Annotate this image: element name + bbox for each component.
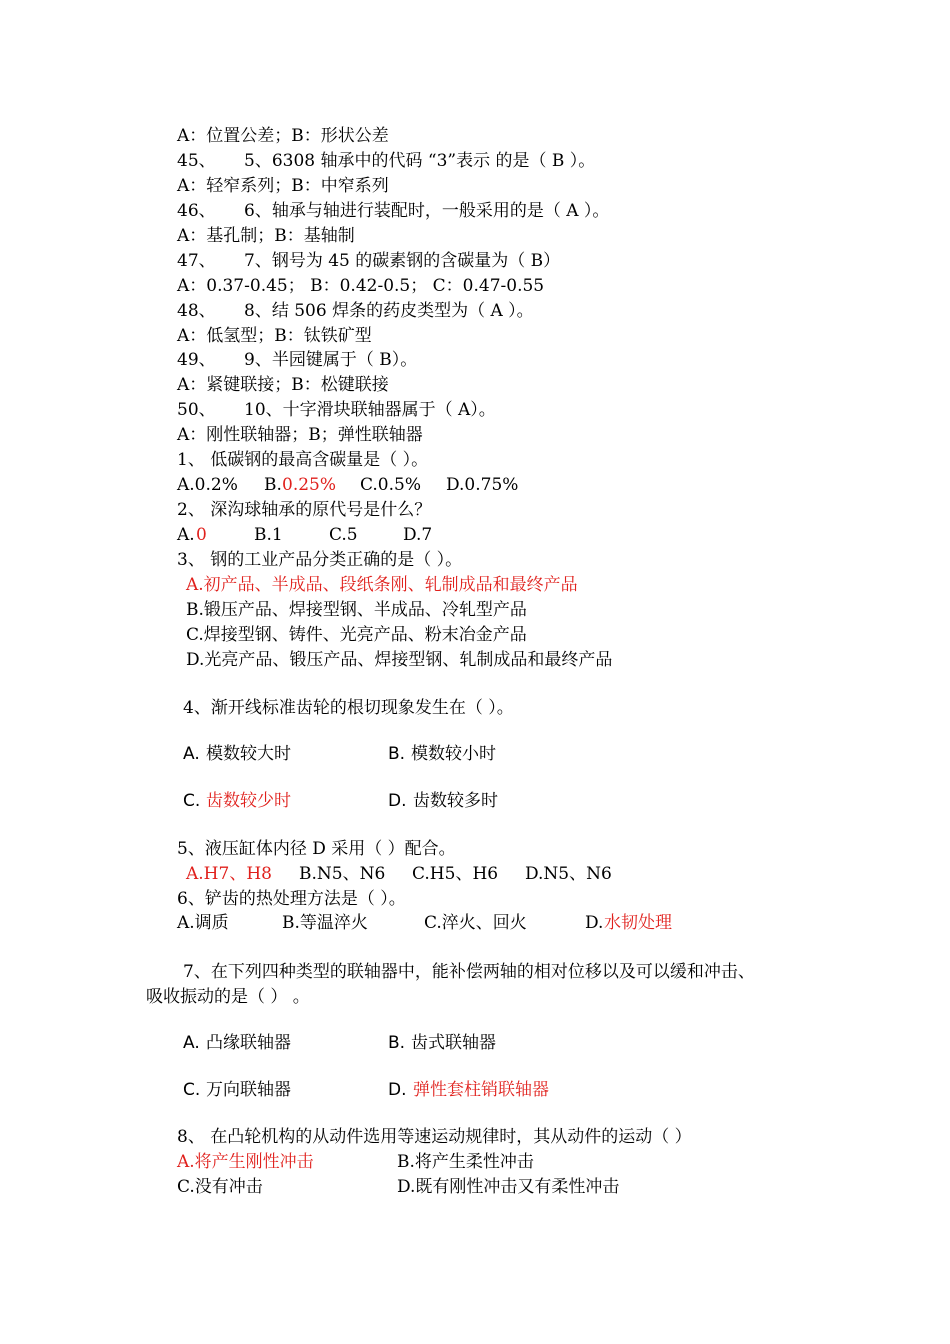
text-segment: 齿数较多时 [413,791,498,811]
text-segment: A：低氢型；B：钛铁矿型 [177,326,372,346]
text-line [0,573,950,598]
text-segment: D.0.75% [446,475,519,495]
answer-text: 齿数较少时 [206,791,291,811]
text-segment: A. [177,525,195,545]
text-line [0,373,950,398]
text-segment: C.焊接型钢、铸件、光亮产品、粉末冶金产品 [186,625,527,645]
text-segment: B.等温淬火 [282,913,368,933]
text-line [0,299,950,324]
text-segment: C. [183,791,201,811]
text-segment: B. [264,475,282,495]
text-segment: 3、 钢的工业产品分类正确的是（ ）。 [177,550,463,570]
text-segment: D.光亮产品、锻压产品、焊接型钢、轧制成品和最终产品 [186,650,613,670]
text-segment: 9、半园键属于（ B）。 [244,350,418,370]
text-segment: 2、 深沟球轴承的原代号是什么？ [177,500,432,520]
text-segment: 万向联轴器 [206,1080,291,1100]
answer-text: 弹性套柱销联轴器 [413,1080,549,1100]
text-segment: D. [388,791,407,811]
text-segment: C.H5、H6 [412,864,499,884]
text-line [0,648,950,673]
text-segment: B. [388,1033,406,1053]
text-line [0,960,950,985]
text-line [0,523,950,548]
text-segment: 48、 [177,301,216,321]
answer-text: A.初产品、半成品、段纸条刚、轧制成品和最终产品 [186,575,578,595]
text-segment: 5、6308 轴承中的代码 “3”表示 的是（ B ）。 [244,151,596,171]
text-segment: A：紧键联接；B：松键联接 [177,375,389,395]
text-segment: D. [585,913,604,933]
text-segment: 45、 [177,151,216,171]
text-line [0,324,950,349]
text-line [0,1078,950,1103]
text-segment: A：位置公差；B：形状公差 [177,126,389,146]
text-segment: B. [388,744,406,764]
text-line [0,249,950,274]
text-segment: 10、十字滑块联轴器属于（ A）。 [244,400,496,420]
text-segment: D.既有刚性冲击又有柔性冲击 [397,1177,620,1197]
text-line [0,598,950,623]
text-line [0,887,950,912]
text-segment: C.0.5% [360,475,421,495]
text-line [0,696,950,721]
text-line [0,348,950,373]
answer-text: 0.25% [282,475,337,495]
text-segment: 吸收振动的是（ ） 。 [146,987,310,1007]
text-line [0,1031,950,1056]
text-segment: 8、结 506 焊条的药皮类型为（ A ）。 [244,301,534,321]
text-line [0,789,950,814]
text-segment: A：刚性联轴器；B；弹性联轴器 [177,425,423,445]
answer-text: 0 [196,525,207,545]
text-segment: A：基孔制；B：基轴制 [177,226,355,246]
text-line [0,498,950,523]
text-line [0,448,950,473]
text-segment: B.锻压产品、焊接型钢、半成品、冷轧型产品 [186,600,527,620]
text-line [0,742,950,767]
text-segment: 7、钢号为 45 的碳素钢的含碳量为（ B） [244,251,561,271]
text-line [0,837,950,862]
text-segment: 模数较大时 [206,744,291,764]
text-segment: 50、 [177,400,216,420]
text-line [0,1175,950,1200]
text-segment: A. [183,744,200,764]
text-segment: A：0.37-0.45； B：0.42-0.5； C：0.47-0.55 [177,276,545,296]
text-segment: D.7 [403,525,433,545]
text-segment: 5、液压缸体内径 D 采用（ ）配合。 [177,839,456,859]
text-line [0,199,950,224]
answer-text: 水韧处理 [604,913,672,933]
text-line [0,985,950,1010]
text-segment: D.N5、N6 [525,864,612,884]
text-line [0,174,950,199]
text-line [0,1150,950,1175]
text-segment: A.0.2% [177,475,238,495]
text-line [0,862,950,887]
answer-text: A.将产生刚性冲击 [177,1152,314,1172]
text-segment: B.将产生柔性冲击 [397,1152,534,1172]
text-segment: 模数较小时 [411,744,496,764]
text-segment: C.没有冲击 [177,1177,263,1197]
text-segment: 6、轴承与轴进行装配时，一般采用的是（ A ）。 [244,201,610,221]
text-line [0,548,950,573]
text-segment: A. [183,1033,200,1053]
text-segment: C.淬火、回火 [424,913,527,933]
answer-text: A.H7、H8 [186,864,272,884]
text-segment: 47、 [177,251,216,271]
text-segment: 6、铲齿的热处理方法是（ ）。 [177,889,406,909]
text-segment: 凸缘联轴器 [206,1033,291,1053]
text-segment: 4、渐开线标准齿轮的根切现象发生在（ ）。 [183,698,514,718]
text-line [0,124,950,149]
text-segment: 1、 低碳钢的最高含碳量是（ ）。 [177,450,429,470]
text-line [0,423,950,448]
text-segment: B.1 [254,525,283,545]
text-line [0,911,950,936]
text-segment: 齿式联轴器 [411,1033,496,1053]
text-line [0,473,950,498]
text-line [0,274,950,299]
text-line [0,623,950,648]
text-segment: 8、 在凸轮机构的从动件选用等速运动规律时，其从动件的运动（ ） [177,1127,692,1147]
text-segment: 46、 [177,201,216,221]
text-line [0,224,950,249]
text-segment: 7、在下列四种类型的联轴器中，能补偿两轴的相对位移以及可以缓和冲击、 [183,962,755,982]
text-segment: B.N5、N6 [299,864,386,884]
text-line [0,1125,950,1150]
text-segment: A.调质 [177,913,229,933]
text-segment: A：轻窄系列；B：中窄系列 [177,176,389,196]
text-line [0,149,950,174]
text-segment: C. [183,1080,201,1100]
text-segment: D. [388,1080,407,1100]
text-segment: C.5 [329,525,358,545]
text-line [0,398,950,423]
text-segment: 49、 [177,350,216,370]
